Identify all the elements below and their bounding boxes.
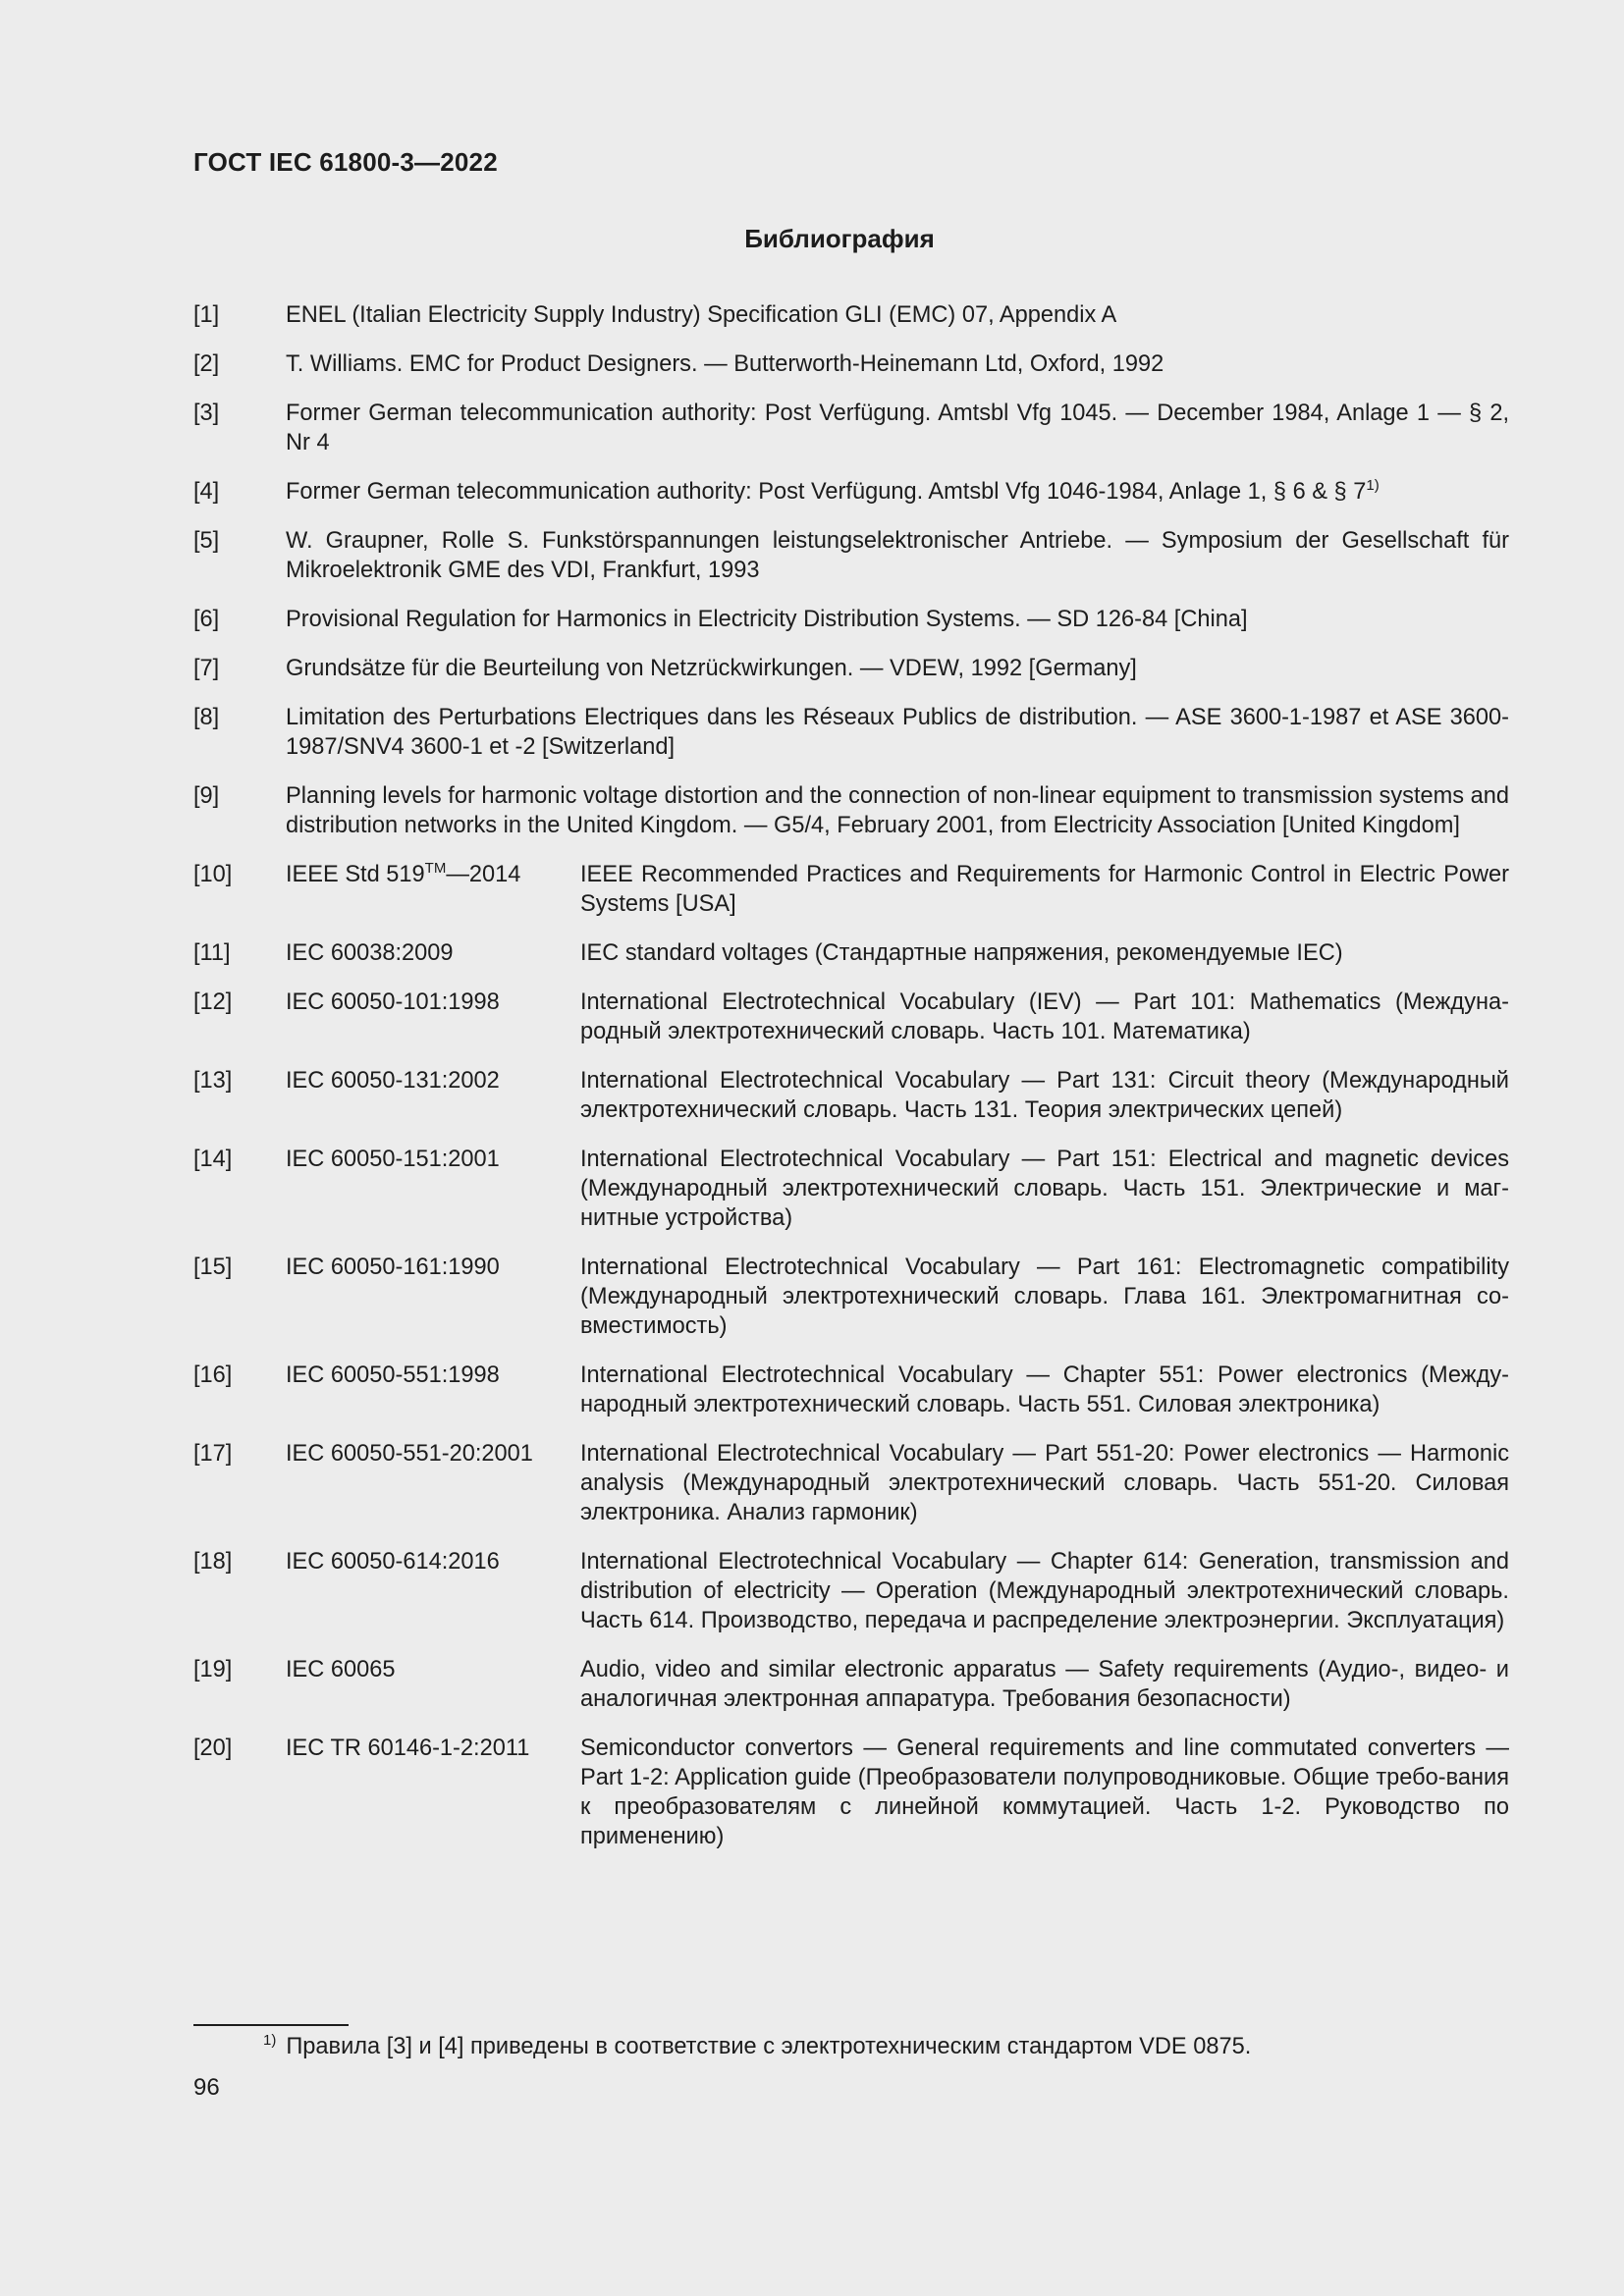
standard-item: [193, 1066, 1509, 1125]
reference-number: [12]: [193, 989, 233, 1015]
document-header: ГОСТ IEC 61800-3—2022: [193, 147, 498, 177]
standard-item: [193, 938, 1509, 968]
standard-description: International Electrotechnical Vocabulary — Chapter 551: Power electronics (Между-народный электротехнический словарь. Часть 551. Силовая электроника): [580, 1362, 1509, 1417]
standard-item: [193, 1145, 1509, 1233]
standard-code: IEC 60050-131:2002: [286, 1068, 500, 1094]
reference-text: Limitation des Perturbations Electriques dans les Réseaux Publics de distribution. — ASE 3600-1-1987 et ASE 3600-1987/SNV4 3600-1 et -2 [Switzerland]: [286, 705, 1509, 760]
page-title: Библиография: [744, 224, 935, 253]
reference-number: [4]: [193, 479, 220, 505]
standard-item: [193, 1439, 1509, 1527]
standard-description: International Electrotechnical Vocabulary — Chapter 614: Generation, transmission and distribution of electricity — Operation (Международный электротехнический словарь. Часть 614. Производство, передача и распределение электроэнергии. Эксплуатация): [580, 1549, 1509, 1633]
standard-item: [193, 1253, 1509, 1341]
reference-number: [19]: [193, 1657, 233, 1682]
reference-item: [193, 300, 1509, 330]
standard-code: IEC 60050-551:1998: [286, 1362, 500, 1388]
standard-item: [193, 988, 1509, 1046]
reference-number: [8]: [193, 705, 220, 730]
standard-code: IEC 60050-551-20:2001: [286, 1441, 533, 1467]
reference-number: [6]: [193, 607, 220, 632]
standard-description: International Electrotechnical Vocabulary — Part 551-20: Power electronics — Harmonic analysis (Международный электротехнический словарь. Часть 551-20. Силовая электроника. Анализ гармоник): [580, 1441, 1509, 1525]
reference-number: [17]: [193, 1441, 233, 1467]
reference-number: [10]: [193, 862, 233, 887]
footnote-text: Правила [3] и [4] приведены в соответствие с электротехническим стандартом VDE 0875.: [286, 2034, 1252, 2059]
reference-text: ENEL (Italian Electricity Supply Industry) Specification GLI (EMC) 07, Appendix A: [286, 302, 1117, 328]
standard-description: International Electrotechnical Vocabulary — Part 151: Electrical and magnetic devices (Международный электротехнический словарь. Часть 151. Электрические и маг-нитные устройства): [580, 1147, 1509, 1231]
reference-number: [1]: [193, 302, 220, 328]
standard-code: IEC TR 60146-1-2:2011: [286, 1735, 530, 1761]
footnote-marker: 1): [1366, 477, 1380, 494]
reference-number: [2]: [193, 351, 220, 377]
reference-number: [13]: [193, 1068, 233, 1094]
standard-description: Semiconductor convertors — General requirements and line commutated converters — Part 1-2: Application guide (Преобразователи полупроводниковые. Общие требо-вания к преобразователям с линейной коммутацией. Часть 1-2. Руководство по применению): [580, 1735, 1509, 1849]
footnote-divider: [193, 2024, 349, 2026]
reference-number: [18]: [193, 1549, 233, 1575]
reference-text: Former German telecommunication authority: Post Verfügung. Amtsbl Vfg 1045. — December 1984, Anlage 1 — § 2, Nr 4: [286, 400, 1509, 455]
standard-code: IEC 60050-161:1990: [286, 1255, 500, 1280]
reference-text: [286, 477, 1509, 507]
page-number: 96: [193, 2074, 220, 2101]
reference-text: T. Williams. EMC for Product Designers. — Butterworth-Heinemann Ltd, Oxford, 1992: [286, 351, 1164, 377]
reference-item: [193, 703, 1509, 762]
reference-number: [16]: [193, 1362, 233, 1388]
standard-description: International Electrotechnical Vocabulary — Part 161: Electromagnetic compatibility (Международный электротехнический словарь. Глава 161. Электромагнитная со-вместимость): [580, 1255, 1509, 1339]
standard-description: IEC standard voltages (Стандартные напряжения, рекомендуемые IEC): [580, 940, 1343, 966]
standard-item: [193, 1547, 1509, 1635]
reference-item: [193, 477, 1509, 507]
standard-code-main: IEEE Std 519: [286, 862, 425, 887]
standard-description: IEEE Recommended Practices and Requirements for Harmonic Control in Electric Power Systems [USA]: [580, 862, 1509, 917]
bibliography-list: [193, 300, 1509, 1871]
standard-code: IEC 60050-614:2016: [286, 1549, 500, 1575]
standard-code-suffix: —2014: [446, 862, 521, 887]
standard-item: [193, 1361, 1509, 1419]
footnote-mark: 1): [263, 2032, 277, 2049]
reference-text: W. Graupner, Rolle S. Funkstörspannungen leistungselektronischer Antriebe. — Symposium der Gesellschaft für Mikroelektronik GME des VDI, Frankfurt, 1993: [286, 528, 1509, 583]
reference-number: [5]: [193, 528, 220, 554]
standard-code: [286, 860, 580, 919]
reference-item: [193, 654, 1509, 683]
reference-item: [193, 605, 1509, 634]
standard-code: IEC 60038:2009: [286, 940, 454, 966]
standard-item: [193, 860, 1509, 919]
standard-item: [193, 1655, 1509, 1714]
standard-item: [193, 1734, 1509, 1851]
reference-text-main: Former German telecommunication authority: Post Verfügung. Amtsbl Vfg 1046-1984, Anlage 1, § 6 & § 7: [286, 479, 1367, 505]
reference-text: Provisional Regulation for Harmonics in Electricity Distribution Systems. — SD 126-84 [China]: [286, 607, 1248, 632]
standard-description: International Electrotechnical Vocabulary (IEV) — Part 101: Mathematics (Междуна-родный электротехнический словарь. Часть 101. Математика): [580, 989, 1509, 1044]
reference-number: [20]: [193, 1735, 233, 1761]
reference-number: [7]: [193, 656, 220, 681]
reference-item: [193, 781, 1509, 840]
trademark-mark: TM: [424, 860, 447, 877]
standard-description: International Electrotechnical Vocabulary — Part 131: Circuit theory (Международный электротехнический словарь. Часть 131. Теория электрических цепей): [580, 1068, 1509, 1123]
reference-item: [193, 526, 1509, 585]
footnote: [263, 2032, 1251, 2061]
standard-description: Audio, video and similar electronic apparatus — Safety requirements (Аудио-, видео- и аналогичная электронная аппаратура. Требования безопасности): [580, 1657, 1509, 1712]
standard-code: IEC 60050-151:2001: [286, 1147, 500, 1172]
reference-number: [14]: [193, 1147, 233, 1172]
reference-text: Grundsätze für die Beurteilung von Netzrückwirkungen. — VDEW, 1992 [Germany]: [286, 656, 1137, 681]
reference-number: [11]: [193, 940, 231, 966]
standard-code: IEC 60050-101:1998: [286, 989, 500, 1015]
standard-code: IEC 60065: [286, 1657, 396, 1682]
reference-number: [3]: [193, 400, 220, 426]
reference-item: [193, 349, 1509, 379]
reference-number: [15]: [193, 1255, 233, 1280]
reference-text: Planning levels for harmonic voltage distortion and the connection of non-linear equipment to transmission systems and distribution networks in the United Kingdom. — G5/4, February 2001, from Electricity Association [United Kingdom]: [286, 783, 1509, 838]
reference-number: [9]: [193, 783, 220, 809]
reference-item: [193, 399, 1509, 457]
